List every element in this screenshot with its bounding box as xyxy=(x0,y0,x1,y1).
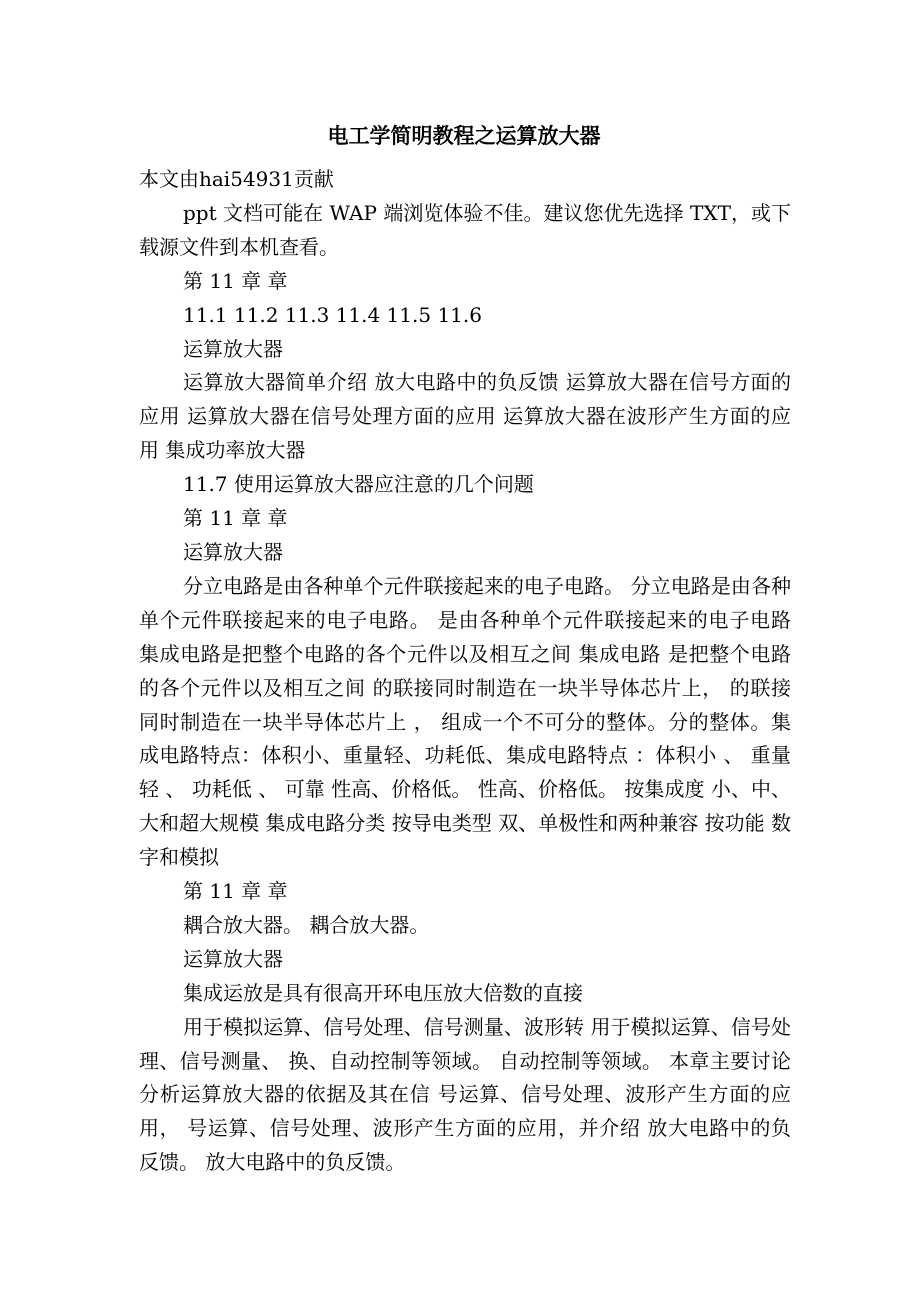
section-11-7: 11.7 使用运算放大器应注意的几个问题 xyxy=(183,472,534,497)
section-titles: 运算放大器简单介绍 放大电路中的负反馈 运算放大器在信号方面的应用 运算放大器在信号处理方面的应用 运算放大器在波形产生方面的应用 集成功率放大器 xyxy=(139,370,791,463)
paragraph-applications: 用于模拟运算、信号处理、信号测量、波形转 用于模拟运算、信号处理、信号测量、 换、自动控制等领域。 自动控制等领域。 本章主要讨论分析运算放大器的依据及其在信 号运算、信号处理、波形产生方面的应用， 号运算、信号处理、波形产生方面的应用，并介绍 放大电路中的负反馈。 放大电路中的负反馈。 xyxy=(139,1014,791,1175)
document-title: 电工学简明教程之运算放大器 xyxy=(327,124,601,148)
paragraph-coupled-amplifier: 耦合放大器。 耦合放大器。 xyxy=(183,912,430,937)
byline: 本文由hai54931贡献 xyxy=(139,167,334,191)
chapter-heading: 第 11 章 章 xyxy=(183,879,288,904)
paragraph-op-amp-definition: 集成运放是具有很高开环电压放大倍数的直接 xyxy=(183,980,583,1005)
chapter-heading: 第 11 章 章 xyxy=(183,506,288,531)
section-numbers: 11.1 11.2 11.3 11.4 11.5 11.6 xyxy=(183,302,482,327)
chapter-subject: 运算放大器 xyxy=(183,946,283,971)
document-body xyxy=(139,163,791,1180)
chapter-heading: 第 11 章 章 xyxy=(183,268,288,293)
paragraph-notice: ppt 文档可能在 WAP 端浏览体验不佳。建议您优先选择 TXT，或下载源文件到本机查看。 xyxy=(139,200,791,259)
paragraph-integrated-circuits: 分立电路是由各种单个元件联接起来的电子电路。 分立电路是由各种单个元件联接起来的电子电路。 是由各种单个元件联接起来的电子电路 集成电路是把整个电路的各个元件以及相互之间 集成电路 是把整个电路的各个元件以及相互之间 的联接同时制造在一块半导体芯片上， 的联接同时制造在一块半导体芯片上 ， 组成一个不可分的整体。分的整体。集成电路特点：体积小、重量轻、功耗低、集成电路特点 ：体积小 、 重量轻 、 功耗低 、 可靠 性高、价格低。 性高、价格低。 按集成度 小、中、大和超大规模 集成电路分类 按导电类型 双、单极性和两种兼容 按功能 数字和模拟 xyxy=(139,573,791,870)
chapter-subject: 运算放大器 xyxy=(183,336,283,361)
chapter-subject: 运算放大器 xyxy=(183,539,283,564)
